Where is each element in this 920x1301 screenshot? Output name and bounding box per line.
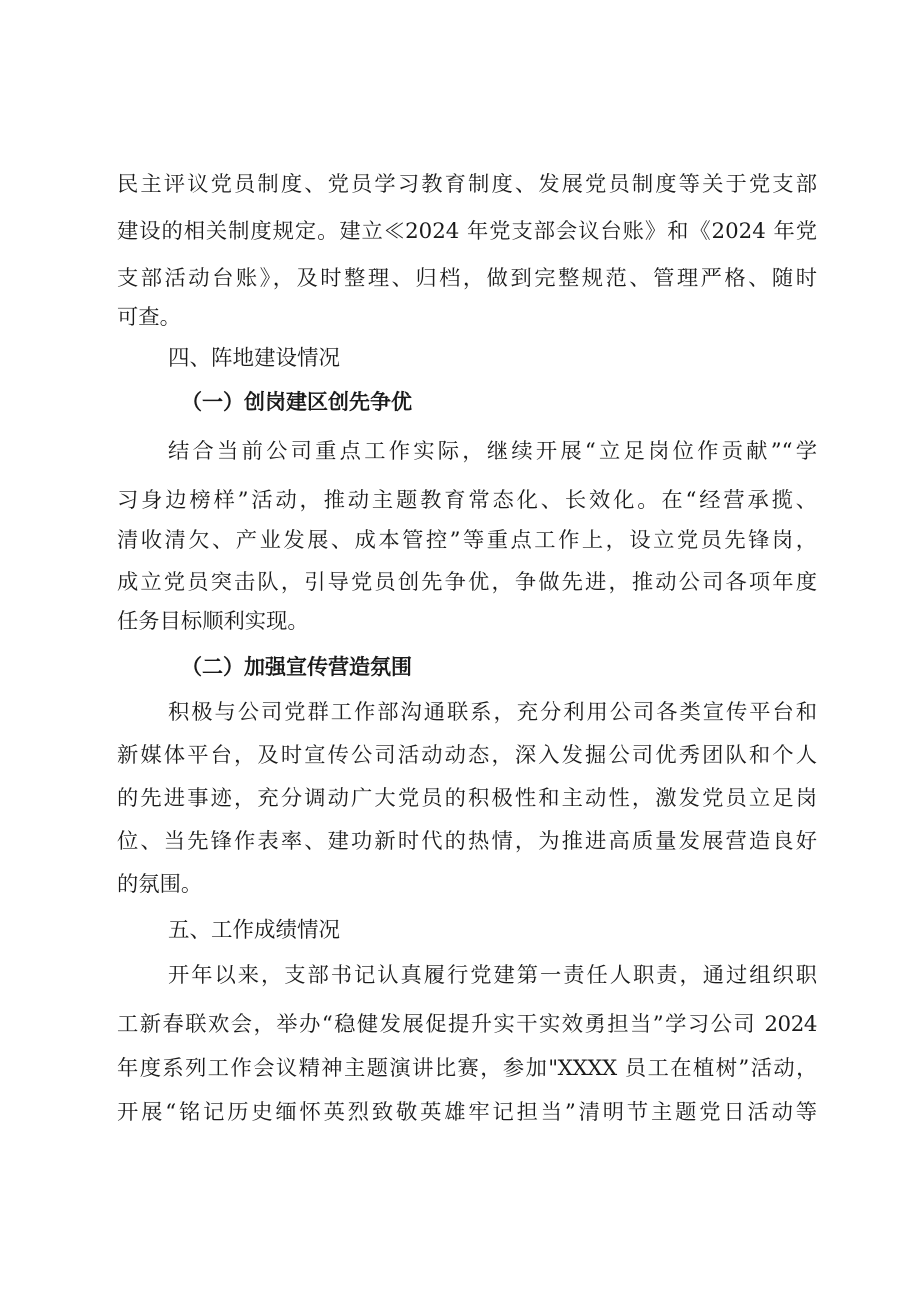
paragraph-line: 建设的相关制度规定。建立≪2024 年党支部会议台账》和《2024 年党 bbox=[117, 219, 817, 244]
section-heading: 五、工作成绩情况 bbox=[168, 918, 341, 943]
paragraph-line: 民主评议党员制度、党员学习教育制度、发展党员制度等关于党支部 bbox=[117, 172, 817, 197]
paragraph-line: 支部活动台账》，及时整理、归档，做到完整规范、管理严格、随时 bbox=[117, 266, 817, 291]
paragraph-line: 的氛围。 bbox=[117, 872, 203, 897]
subsection-heading: （一）创岗建区创先争优 bbox=[181, 389, 412, 414]
paragraph-line: 年度系列工作会议精神主题演讲比赛，参加"XXXX 员工在植树”活动， bbox=[117, 1056, 817, 1081]
paragraph-line: 可查。 bbox=[117, 305, 181, 330]
paragraph-line: 新媒体平台，及时宣传公司活动动态，深入发掘公司优秀团队和个人 bbox=[117, 743, 817, 768]
paragraph-line: 习身边榜样”活动，推动主题教育常态化、长效化。在“经营承揽、 bbox=[117, 488, 817, 513]
paragraph-line: 清收清欠、产业发展、成本管控”等重点工作上，设立党员先锋岗， bbox=[117, 528, 817, 553]
paragraph-line: 的先进事迹，充分调动广大党员的积极性和主动性，激发党员立足岗 bbox=[117, 786, 817, 811]
paragraph-line: 开展“铭记历史缅怀英烈致敬英雄牢记担当”清明节主题党日活动等 bbox=[117, 1100, 817, 1125]
paragraph-line: 成立党员突击队，引导党员创先争优，争做先进，推动公司各项年度 bbox=[117, 570, 817, 595]
subsection-heading: （二）加强宣传营造氛围 bbox=[181, 654, 412, 679]
paragraph-line: 积极与公司党群工作部沟通联系，充分利用公司各类宣传平台和 bbox=[168, 700, 817, 725]
paragraph-line: 开年以来，支部书记认真履行党建第一责任人职责，通过组织职 bbox=[168, 963, 817, 988]
paragraph-line: 工新春联欢会，举办“稳健发展促提升实干实效勇担当”学习公司 2024 bbox=[117, 1012, 817, 1037]
paragraph-line: 任务目标顺利实现。 bbox=[117, 609, 309, 634]
section-heading: 四、阵地建设情况 bbox=[168, 346, 341, 371]
paragraph-line: 结合当前公司重点工作实际，继续开展“立足岗位作贡献”“学 bbox=[168, 439, 817, 464]
paragraph-line: 位、当先锋作表率、建功新时代的热情，为推进高质量发展营造良好 bbox=[117, 829, 817, 854]
